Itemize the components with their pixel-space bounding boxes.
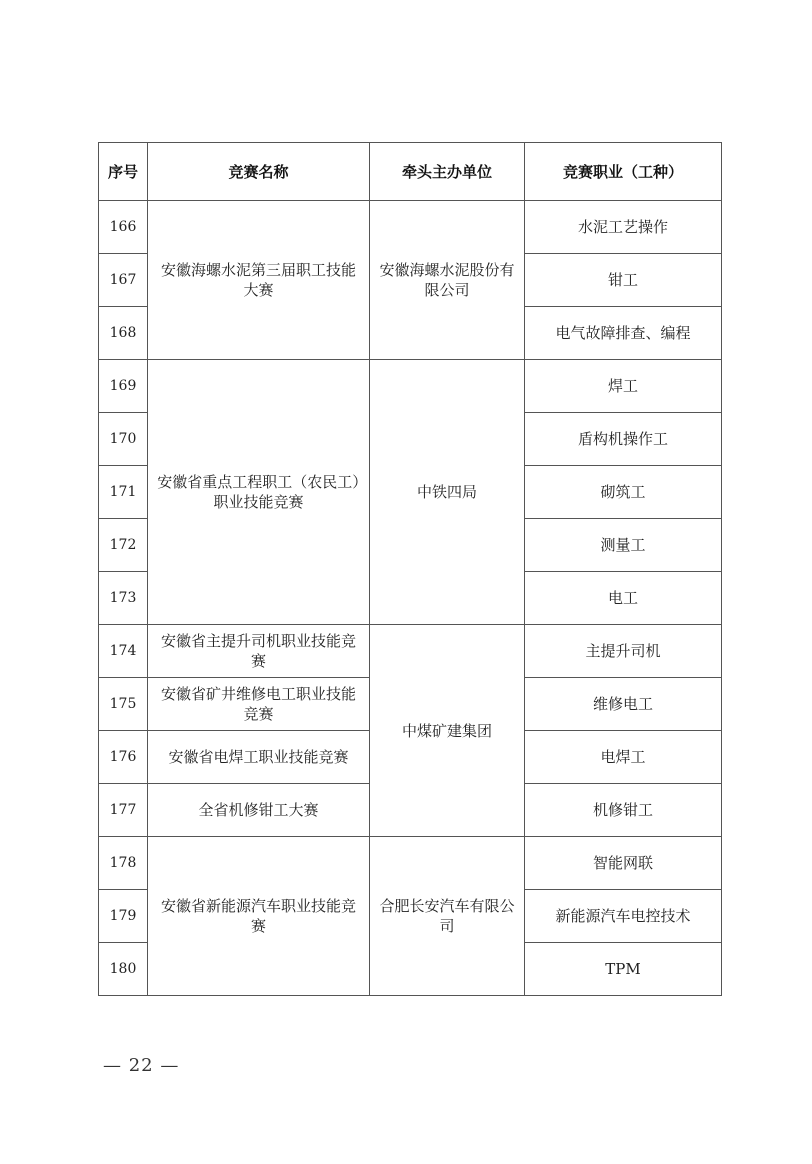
page-number: — 22 — xyxy=(103,1055,180,1076)
row-number: 180 xyxy=(99,943,148,996)
occupation: 电气故障排查、编程 xyxy=(525,307,722,360)
row-number: 168 xyxy=(99,307,148,360)
competition-table xyxy=(98,142,722,996)
header-organizer: 牵头主办单位 xyxy=(370,143,525,201)
competition-table-container xyxy=(98,142,721,996)
occupation: 测量工 xyxy=(525,519,722,572)
row-number: 179 xyxy=(99,890,148,943)
row-number: 173 xyxy=(99,572,148,625)
occupation: 新能源汽车电控技术 xyxy=(525,890,722,943)
table-row xyxy=(99,837,722,890)
competition-name: 安徽省新能源汽车职业技能竞赛 xyxy=(148,837,370,996)
occupation: 砌筑工 xyxy=(525,466,722,519)
row-number: 166 xyxy=(99,201,148,254)
occupation: 焊工 xyxy=(525,360,722,413)
occupation: 盾构机操作工 xyxy=(525,413,722,466)
header-competition-name: 竞赛名称 xyxy=(148,143,370,201)
row-number: 171 xyxy=(99,466,148,519)
organizer: 中铁四局 xyxy=(370,360,525,625)
competition-name: 安徽省矿井维修电工职业技能竞赛 xyxy=(148,678,370,731)
occupation: 水泥工艺操作 xyxy=(525,201,722,254)
header-row xyxy=(99,143,722,201)
competition-name: 安徽省电焊工职业技能竞赛 xyxy=(148,731,370,784)
competition-name: 全省机修钳工大赛 xyxy=(148,784,370,837)
table-row xyxy=(99,201,722,254)
row-number: 169 xyxy=(99,360,148,413)
row-number: 177 xyxy=(99,784,148,837)
competition-name: 安徽海螺水泥第三届职工技能大赛 xyxy=(148,201,370,360)
row-number: 175 xyxy=(99,678,148,731)
header-seq: 序号 xyxy=(99,143,148,201)
occupation: 主提升司机 xyxy=(525,625,722,678)
row-number: 172 xyxy=(99,519,148,572)
occupation: 电焊工 xyxy=(525,731,722,784)
competition-name: 安徽省重点工程职工（农民工）职业技能竞赛 xyxy=(148,360,370,625)
occupation: 机修钳工 xyxy=(525,784,722,837)
occupation: TPM xyxy=(525,943,722,996)
occupation: 维修电工 xyxy=(525,678,722,731)
row-number: 174 xyxy=(99,625,148,678)
table-row xyxy=(99,625,722,678)
row-number: 178 xyxy=(99,837,148,890)
row-number: 167 xyxy=(99,254,148,307)
occupation: 钳工 xyxy=(525,254,722,307)
table-row xyxy=(99,360,722,413)
organizer: 安徽海螺水泥股份有限公司 xyxy=(370,201,525,360)
header-occupation: 竞赛职业（工种） xyxy=(525,143,722,201)
row-number: 170 xyxy=(99,413,148,466)
organizer: 中煤矿建集团 xyxy=(370,625,525,837)
organizer: 合肥长安汽车有限公司 xyxy=(370,837,525,996)
occupation: 智能网联 xyxy=(525,837,722,890)
competition-name: 安徽省主提升司机职业技能竞赛 xyxy=(148,625,370,678)
occupation: 电工 xyxy=(525,572,722,625)
row-number: 176 xyxy=(99,731,148,784)
